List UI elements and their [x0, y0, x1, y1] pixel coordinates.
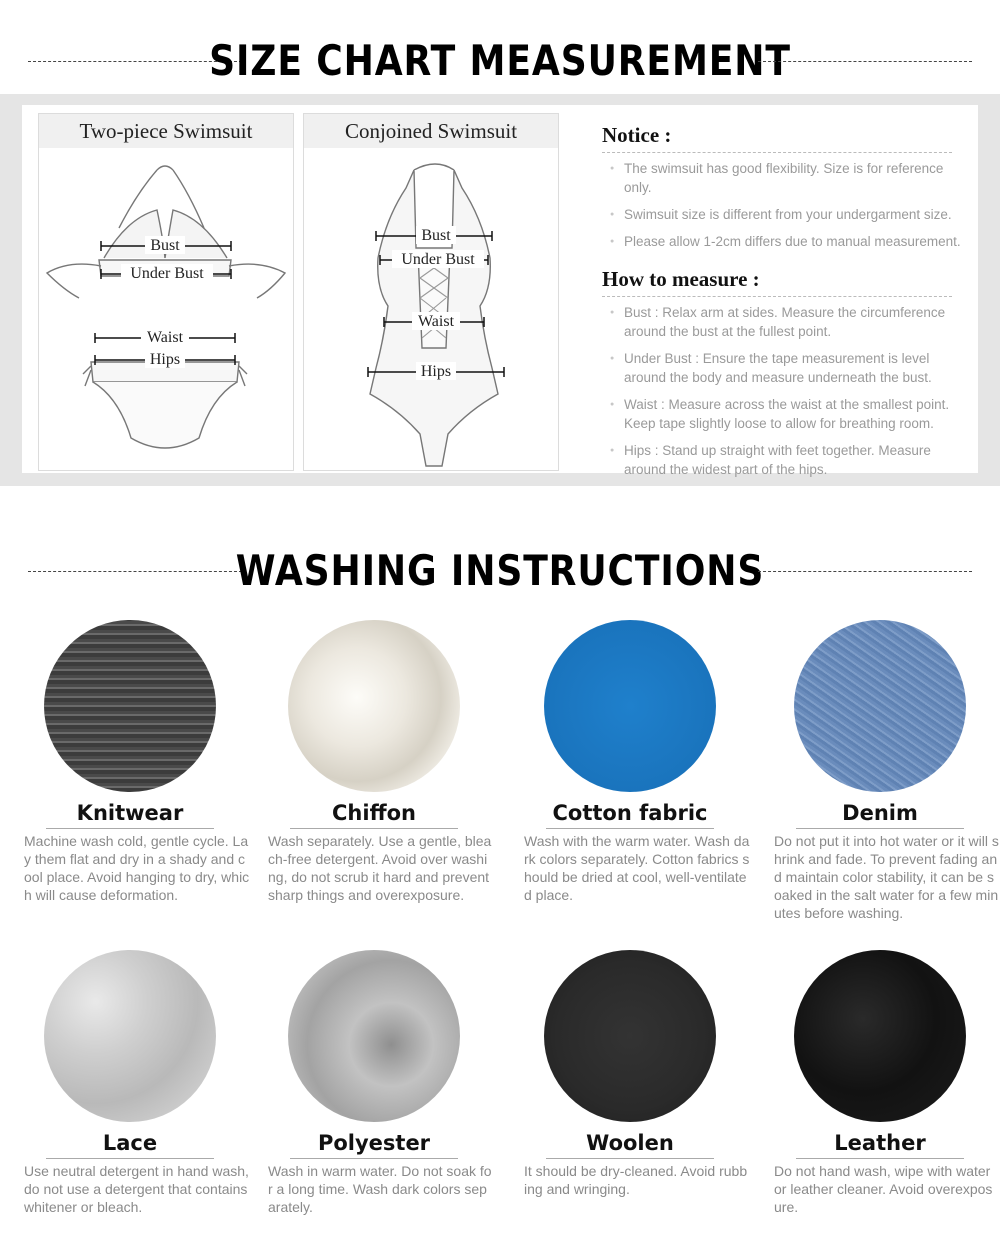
- denim-swatch: [794, 620, 966, 792]
- notice-heading: Notice :: [602, 123, 952, 153]
- polyester-swatch: [288, 950, 460, 1122]
- size-chart-section: [0, 94, 1000, 486]
- fabric-care-text: Machine wash cold, gentle cycle. Lay them flat and dry in a shady and cool place. Avoid hanging to dry, which will cause deformation.: [24, 833, 250, 903]
- conjoined-hips-label: Hips: [420, 363, 452, 380]
- fabric-divider: [796, 828, 964, 829]
- size-notes: [602, 123, 972, 487]
- how-to-measure-heading: How to measure :: [602, 267, 952, 297]
- washing-title-row: [0, 541, 1000, 601]
- fabric-care-text: Wash with the warm water. Wash dark colors separately. Cotton fabrics should be dried at cool, well-ventilated place.: [524, 833, 750, 903]
- fabric-name: Knitwear: [76, 801, 184, 825]
- fabric-divider: [46, 1158, 214, 1159]
- conjoined-waist-label: Waist: [417, 313, 455, 330]
- washing-heading: WASHING INSTRUCTIONS: [235, 546, 765, 595]
- fabric-divider: [290, 828, 458, 829]
- measure-item-bust: ● Bust : Relax arm at sides. Measure the circumference around the bust at the fullest point.: [602, 303, 972, 341]
- two-piece-bust-label: Bust: [150, 237, 180, 254]
- two-piece-panel: [38, 113, 294, 471]
- fabric-name: Leather: [834, 1131, 926, 1155]
- fabric-care-text: It should be dry-cleaned. Avoid rubbing and wringing.: [524, 1163, 748, 1197]
- fabric-care-text: Do not put it into hot water or it will shrink and fade. To prevent fading and maintain color stability, it can be soaked in the salt water for a few minutes before washing.: [774, 833, 999, 921]
- fabric-name: Denim: [842, 801, 918, 825]
- fabric-care-text: Wash separately. Use a gentle, bleach-free detergent. Avoid over washing, do not scrub it hard and prevent sharp things and overexposure.: [268, 833, 492, 903]
- fabric-divider: [546, 828, 714, 829]
- cotton-swatch: [544, 620, 716, 792]
- fabric-divider: [290, 1158, 458, 1159]
- two-piece-under-bust-label: Under Bust: [130, 265, 204, 282]
- how-to-measure-list: [602, 303, 972, 479]
- notice-item: ● Swimsuit size is different from your undergarment size.: [602, 205, 972, 224]
- measure-item-hips: ● Hips : Stand up straight with feet together. Measure around the widest part of the hips.: [602, 441, 972, 479]
- two-piece-illustration: [39, 148, 293, 468]
- conjoined-under-bust-label: Under Bust: [401, 251, 475, 268]
- fabric-name: Lace: [102, 1131, 158, 1155]
- conjoined-panel: [303, 113, 559, 471]
- fabric-name: Woolen: [586, 1131, 674, 1155]
- two-piece-title: Two-piece Swimsuit: [39, 114, 293, 148]
- size-chart-title-row: [0, 31, 1000, 91]
- woolen-swatch: [544, 950, 716, 1122]
- fabric-name: Cotton fabric: [552, 801, 708, 825]
- conjoined-bust-label: Bust: [421, 227, 451, 244]
- size-chart-card: [22, 105, 978, 477]
- knit-swatch: [44, 620, 216, 792]
- title-divider-right: [758, 61, 972, 62]
- fabric-divider: [796, 1158, 964, 1159]
- measure-item-under-bust: ● Under Bust : Ensure the tape measurement is level around the body and measure underneath the bust.: [602, 349, 972, 387]
- two-piece-waist-label: Waist: [146, 329, 184, 346]
- fabric-care-text: Do not hand wash, wipe with water or leather cleaner. Avoid overexposure.: [774, 1163, 993, 1215]
- lace-swatch: [44, 950, 216, 1122]
- notice-item: ● Please allow 1-2cm differs due to manual measurement.: [602, 232, 972, 251]
- fabric-name: Chiffon: [332, 801, 416, 825]
- size-chart-heading: SIZE CHART MEASUREMENT: [209, 36, 791, 85]
- fabric-divider: [46, 828, 214, 829]
- fabric-care-text: Wash in warm water. Do not soak for a long time. Wash dark colors separately.: [268, 1163, 492, 1215]
- fabric-name: Polyester: [317, 1131, 431, 1155]
- notice-list: [602, 159, 972, 251]
- leather-swatch: [794, 950, 966, 1122]
- measure-item-waist: ● Waist : Measure across the waist at the smallest point. Keep tape slightly loose to allow for breathing room.: [602, 395, 972, 433]
- title-divider-right: [758, 571, 972, 572]
- conjoined-title: Conjoined Swimsuit: [304, 114, 558, 148]
- fabric-divider: [546, 1158, 714, 1159]
- conjoined-illustration: [304, 148, 558, 468]
- notice-item: ● The swimsuit has good flexibility. Size is for reference only.: [602, 159, 972, 197]
- two-piece-hips-label: Hips: [149, 351, 181, 368]
- fabric-care-text: Use neutral detergent in hand wash, do not use a detergent that contains whitener or bleach.: [24, 1163, 249, 1215]
- chiffon-swatch: [288, 620, 460, 792]
